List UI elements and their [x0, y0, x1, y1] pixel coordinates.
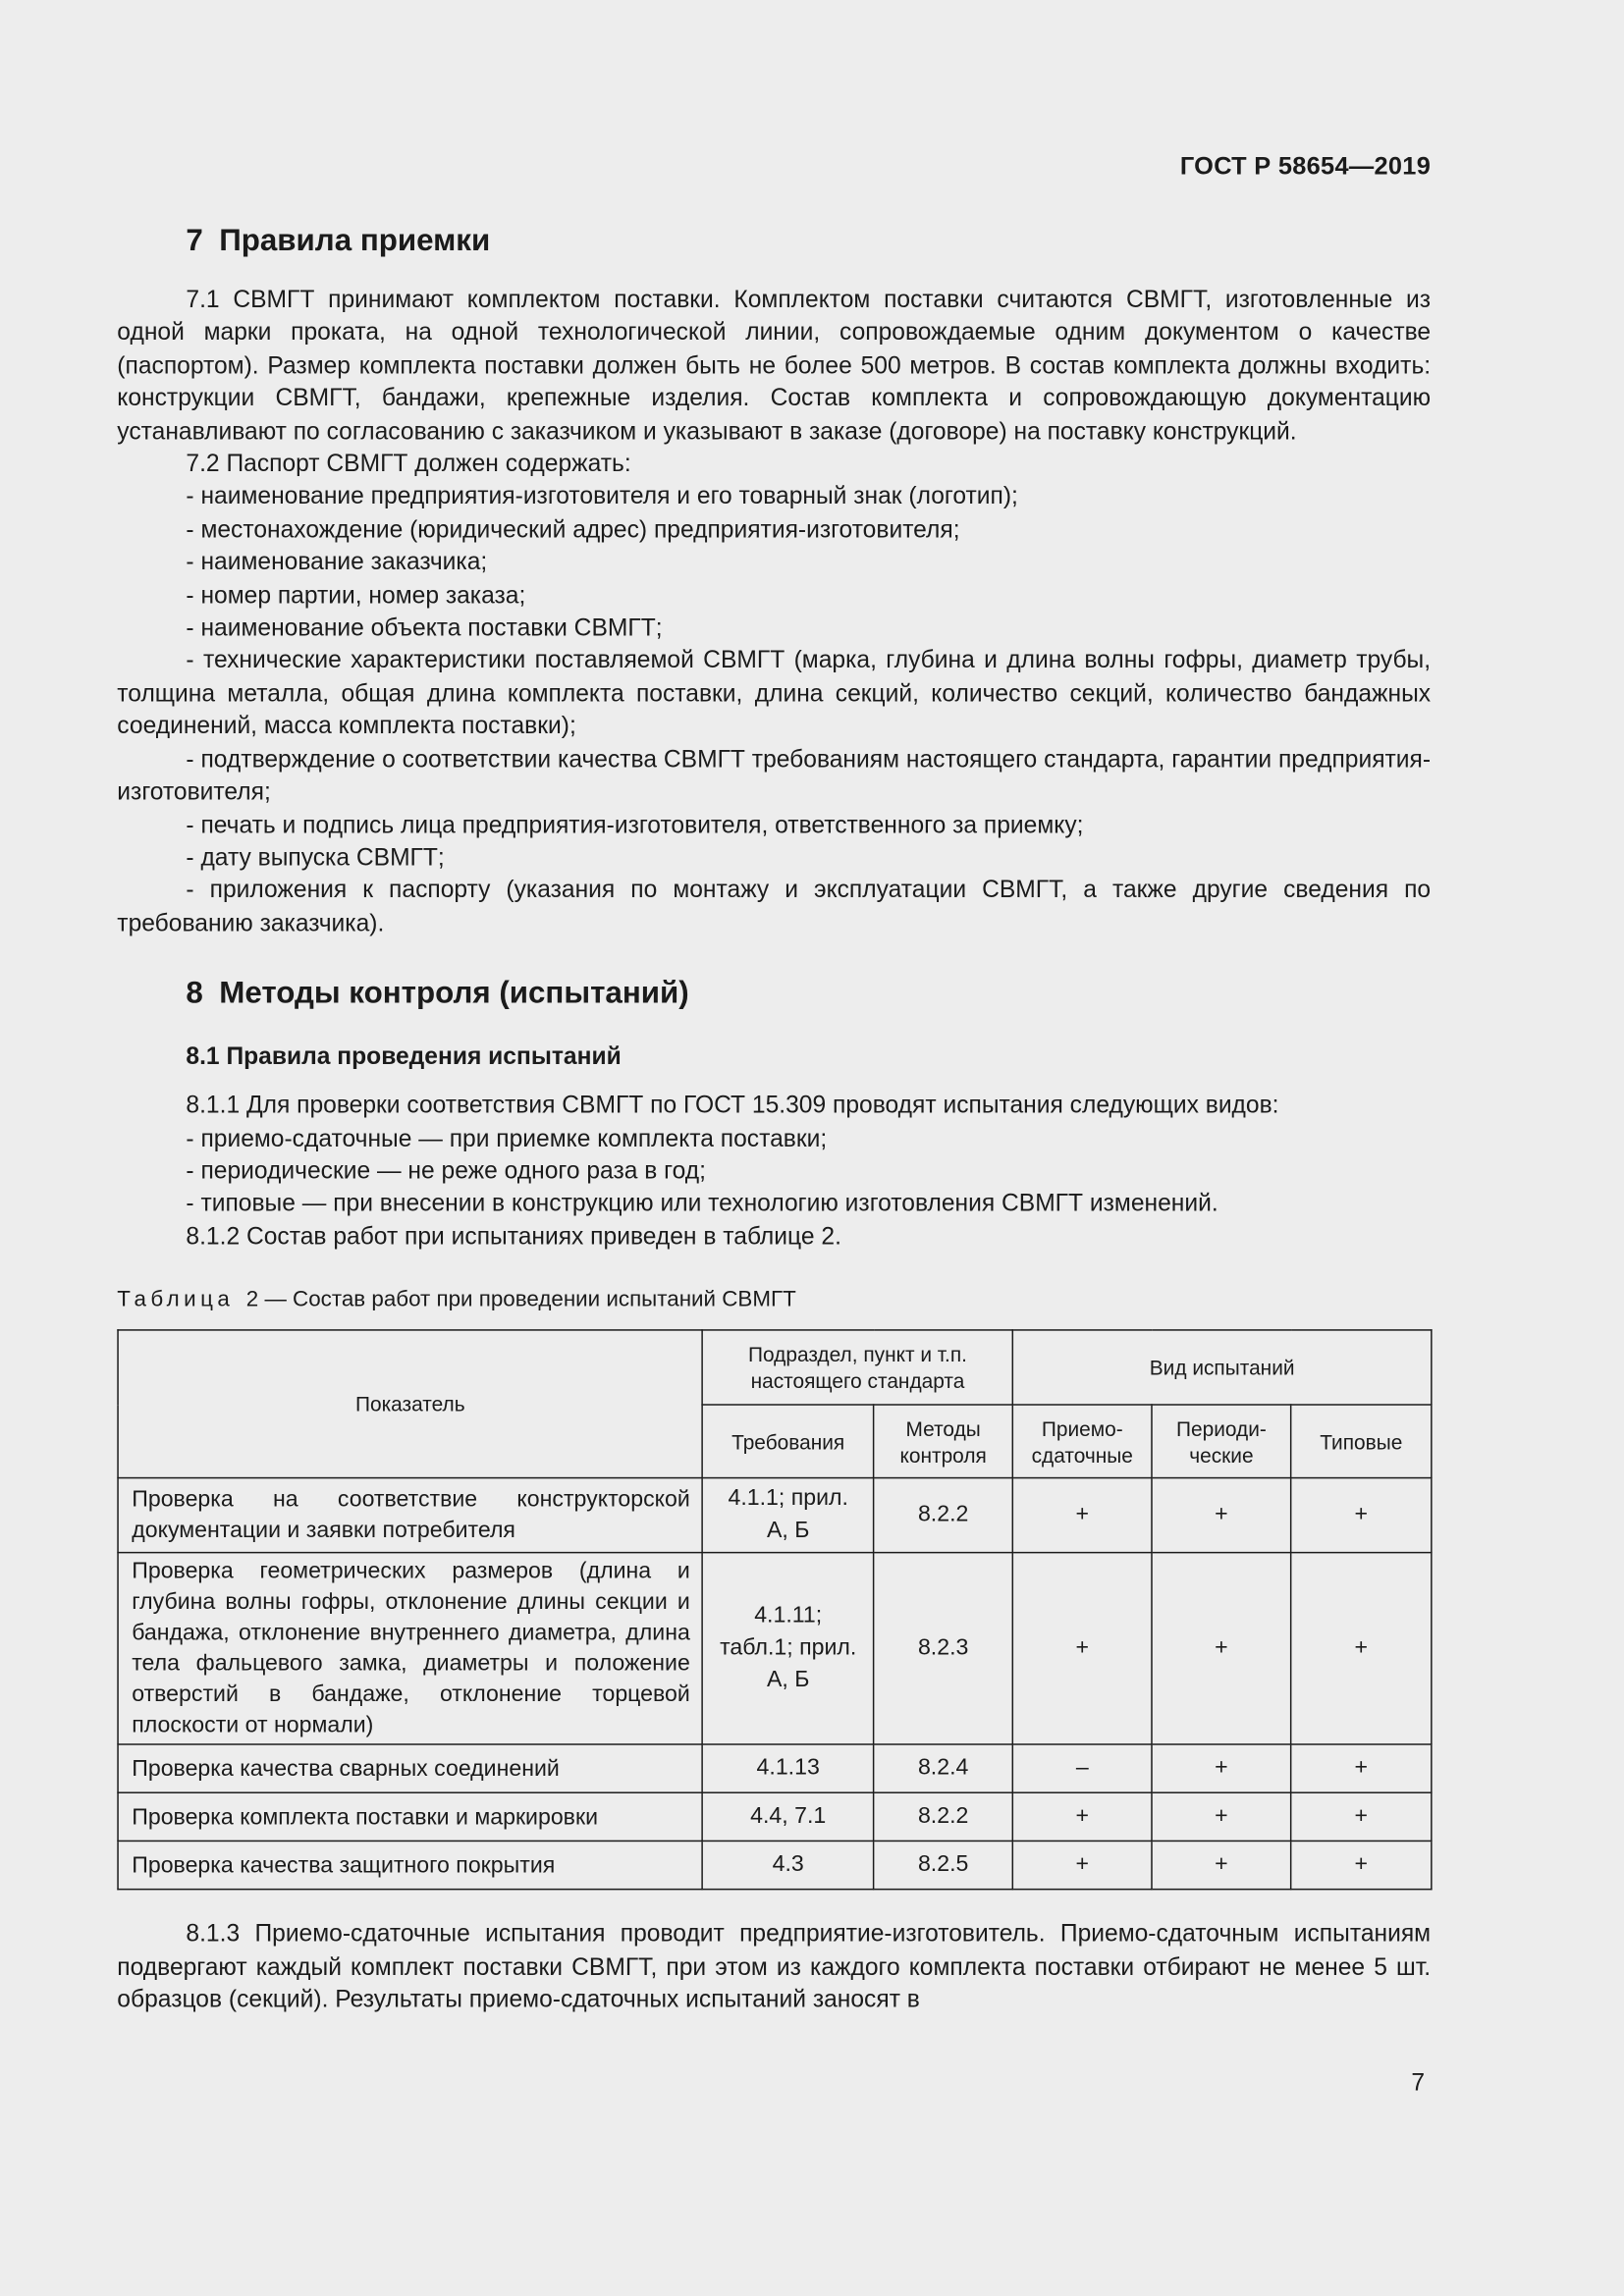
page-number: 7: [1411, 2069, 1426, 2097]
list-item: - технические характеристики поставляемой СВМГТ (марка, глубина и длина волны гофры, диаметр трубы, толщина металла, общая длина комплекта поставки, длина секций, количество секций, количество бандажных соединений, масса комплекта поставки);: [117, 647, 1432, 740]
cell-periodic: +: [1152, 1842, 1291, 1890]
cell-typical: +: [1291, 1553, 1432, 1744]
cell-typical: +: [1291, 1792, 1432, 1841]
section-7-title: Правила приемки: [219, 224, 491, 258]
list-item: - типовые — при внесении в конструкцию или технологию изготовления СВМГТ изменений.: [186, 1191, 1218, 1217]
cell-requirements: 4.1.13: [702, 1744, 873, 1792]
cell-indicator: Проверка качества защитного покрытия: [118, 1842, 702, 1890]
cell-methods: 8.2.3: [874, 1553, 1013, 1744]
table-caption-word: Таблица: [117, 1287, 235, 1312]
list-item: - периодические — не реже одного раза в год;: [186, 1157, 706, 1185]
table-caption: [117, 1286, 1431, 1315]
cell-indicator: Проверка комплекта поставки и маркировки: [118, 1792, 702, 1841]
table-row: [118, 1792, 1432, 1841]
header-subsection: Подраздел, пункт и т.п. настоящего стандарта: [702, 1330, 1012, 1405]
cell-periodic: +: [1152, 1744, 1291, 1792]
paragraph-8-1-1: 8.1.1 Для проверки соответствия СВМГТ по ГОСТ 15.309 проводят испытания следующих видов:: [186, 1092, 1279, 1119]
cell-requirements: 4.1.11; табл.1; прил. А, Б: [702, 1553, 873, 1744]
section-7-number: 7: [186, 224, 203, 258]
header-requirements: Требования: [702, 1405, 873, 1478]
list-item: - номер партии, номер заказа;: [186, 582, 526, 609]
page-content: [117, 220, 1431, 2017]
cell-typical: +: [1291, 1478, 1432, 1553]
cell-acceptance: +: [1012, 1792, 1152, 1841]
cell-indicator: Проверка на соответствие конструкторской документации и заявки потребителя: [118, 1478, 702, 1553]
tests-table: [117, 1329, 1432, 1890]
list-item: - дату выпуска СВМГТ;: [186, 844, 445, 872]
cell-acceptance: +: [1012, 1553, 1152, 1744]
section-7-heading: [117, 220, 1431, 264]
cell-indicator: Проверка качества сварных соединений: [118, 1744, 702, 1792]
list-item: - наименование предприятия-изготовителя и его товарный знак (логотип);: [186, 483, 1018, 510]
cell-periodic: +: [1152, 1792, 1291, 1841]
table-row: [118, 1842, 1432, 1890]
cell-methods: 8.2.4: [874, 1744, 1013, 1792]
cell-methods: 8.2.2: [874, 1792, 1013, 1841]
header-methods: Методы контроля: [874, 1405, 1013, 1478]
cell-requirements: 4.4, 7.1: [702, 1792, 873, 1841]
list-item: - местонахождение (юридический адрес) предприятия-изготовителя;: [186, 516, 960, 544]
cell-acceptance: +: [1012, 1842, 1152, 1890]
cell-requirements: 4.1.1; прил. А, Б: [702, 1478, 873, 1553]
cell-indicator: Проверка геометрических размеров (длина и глубина волны гофры, отклонение длины секции и бандажа, отклонение внутреннего диаметра, длина тела фальцевого замка, диаметры и положение отверстий в бандаже, отклонение торцевой плоскости от нормали): [118, 1553, 702, 1744]
list-item: - наименование заказчика;: [186, 549, 488, 576]
table-row: [118, 1553, 1432, 1744]
header-typical: Типовые: [1291, 1405, 1432, 1478]
cell-methods: 8.2.2: [874, 1478, 1013, 1553]
paragraph-7-1: 7.1 СВМГТ принимают комплектом поставки. Комплектом поставки считаются СВМГТ, изготовленные из одной марки проката, на одной технологической линии, сопровождаемые одним документом о качестве (паспортом). Размер комплекта поставки должен быть не более 500 метров. В состав комплекта должны входить: конструкции СВМГТ, бандажи, крепежные изделия. Состав комплекта и сопровождающую документацию устанавливают по согласованию с заказчиком и указывают в заказе (договоре) на поставку конструкций.: [117, 287, 1432, 445]
passport-contents-list: [117, 481, 1431, 940]
cell-periodic: +: [1152, 1553, 1291, 1744]
cell-acceptance: +: [1012, 1478, 1152, 1553]
header-periodic: Периоди-ческие: [1152, 1405, 1291, 1478]
table-caption-text: 2 — Состав работ при проведении испытаний СВМГТ: [245, 1287, 796, 1312]
table-row: [118, 1744, 1432, 1792]
test-types-list: [117, 1122, 1431, 1220]
list-item: - приемо-сдаточные — при приемке комплекта поставки;: [186, 1125, 828, 1152]
cell-periodic: +: [1152, 1478, 1291, 1553]
cell-typical: +: [1291, 1842, 1432, 1890]
cell-acceptance: –: [1012, 1744, 1152, 1792]
header-acceptance: Приемо-сдаточные: [1012, 1405, 1152, 1478]
cell-methods: 8.2.5: [874, 1842, 1013, 1890]
section-8-heading: [117, 972, 1431, 1016]
document-code: ГОСТ Р 58654—2019: [1179, 152, 1432, 181]
cell-requirements: 4.3: [702, 1842, 873, 1890]
section-8-number: 8: [186, 976, 203, 1011]
table-row: [118, 1478, 1432, 1553]
cell-typical: +: [1291, 1744, 1432, 1792]
paragraph-7-2: 7.2 Паспорт СВМГТ должен содержать:: [186, 451, 631, 478]
section-8-title: Методы контроля (испытаний): [219, 976, 689, 1011]
list-item: - печать и подпись лица предприятия-изготовителя, ответственного за приемку;: [186, 811, 1084, 838]
header-indicator: Показатель: [118, 1330, 702, 1478]
paragraph-8-1-2: 8.1.2 Состав работ при испытаниях приведен в таблице 2.: [186, 1223, 841, 1251]
subsection-8-1-heading: 8.1 Правила проведения испытаний: [186, 1043, 622, 1071]
list-item: - подтверждение о соответствии качества СВМГТ требованиям настоящего стандарта, гарантии предприятия-изготовителя;: [117, 746, 1432, 806]
header-test-type: Вид испытаний: [1012, 1330, 1431, 1405]
paragraph-8-1-3: 8.1.3 Приемо-сдаточные испытания проводит предприятие-изготовитель. Приемо-сдаточным испытаниям подвергают каждый комплект поставки СВМГТ, при этом из каждого комплекта поставки отбирают не менее 5 шт. образцов (секций). Результаты приемо-сдаточных испытаний заносят в: [117, 1920, 1432, 2013]
list-item: - наименование объекта поставки СВМГТ;: [186, 614, 663, 642]
list-item: - приложения к паспорту (указания по монтажу и эксплуатации СВМГТ, а также другие сведения по требованию заказчика).: [117, 877, 1432, 937]
